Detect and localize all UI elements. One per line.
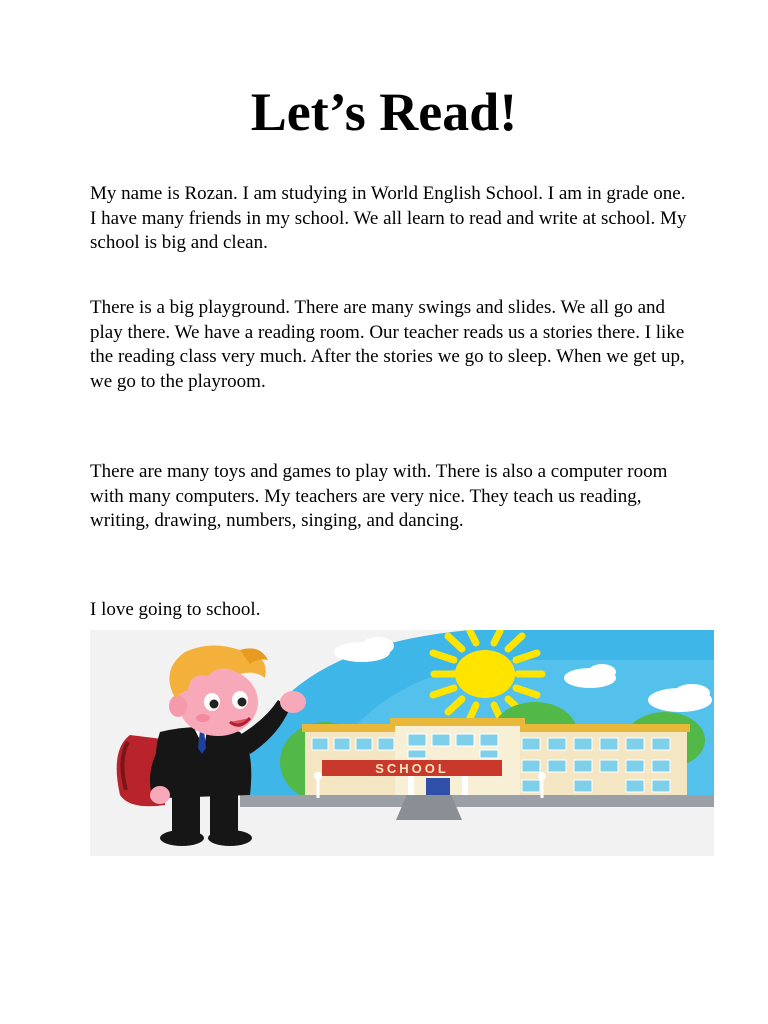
- paragraph-1: My name is Rozan. I am studying in World English School. I am in grade one. I have many friends in my school. We all learn to read and write at school. My school is big and clean.: [90, 183, 687, 253]
- school-building: [302, 718, 690, 798]
- school-door: [426, 778, 450, 795]
- paragraph-4: I love going to school.: [90, 599, 261, 620]
- school-sign-text: SCHOOL: [375, 761, 449, 776]
- shoe: [160, 830, 204, 846]
- paragraph-2: There is a big playground. There are many swings and slides. We all go and play there. We have a reading room. Our teacher reads us a stories there. I like the reading class very much. After the stories we go to sleep. When we get up, we go to the playroom.: [90, 297, 685, 392]
- school-illustration: [90, 630, 714, 856]
- leg: [172, 795, 200, 835]
- hand: [150, 786, 170, 804]
- waving-hand: [280, 691, 306, 713]
- paragraph-3: There are many toys and games to play with. There is also a computer room with many computers. My teachers are very nice. They teach us reading, writing, drawing, numbers, singing, and dancing.: [90, 461, 668, 531]
- ground: [240, 795, 714, 807]
- shoe: [208, 830, 252, 846]
- leg: [210, 795, 238, 835]
- page-title: Let’s Read!: [250, 82, 518, 142]
- ear: [169, 695, 187, 717]
